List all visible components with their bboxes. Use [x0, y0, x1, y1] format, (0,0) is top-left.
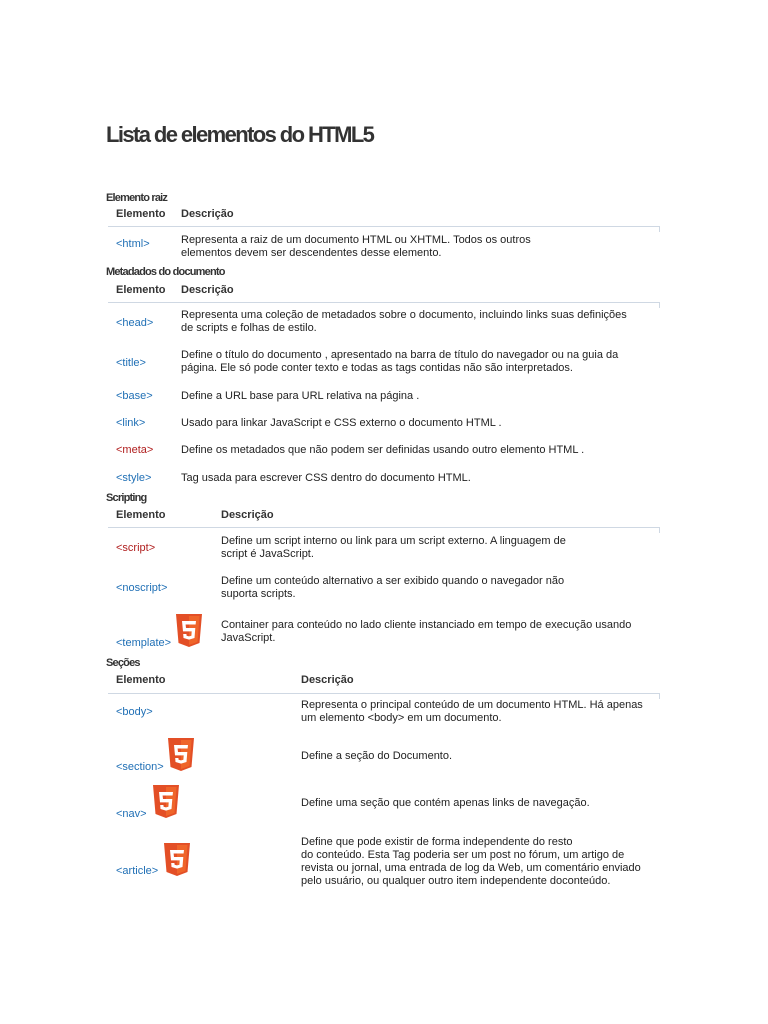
html5-badge-icon	[162, 843, 192, 876]
description-base: Define a URL base para URL relativa na página .	[181, 390, 420, 402]
element-link-title[interactable]: <title>	[116, 357, 146, 369]
header-divider	[108, 302, 660, 303]
element-link-body[interactable]: <body>	[116, 706, 153, 718]
element-link-nav[interactable]: <nav>	[116, 808, 147, 820]
column-header-element: Elemento	[116, 284, 166, 296]
column-header-description: Descrição	[181, 284, 234, 296]
description-section: Define a seção do Documento.	[301, 750, 453, 762]
element-link-style[interactable]: <style>	[116, 472, 152, 484]
column-header-element: Elemento	[116, 208, 166, 220]
description-noscript: Define um conteúdo alternativo a ser exibido quando o navegador não suporta scripts.	[221, 575, 565, 600]
element-link-base[interactable]: <base>	[116, 390, 153, 402]
column-header-element: Elemento	[116, 509, 166, 521]
element-link-meta[interactable]: <meta>	[116, 444, 154, 456]
description-script: Define um script interno ou link para um script externo. A linguagem de script é JavaScript.	[221, 535, 566, 560]
description-nav: Define uma seção que contém apenas links de navegação.	[301, 797, 590, 809]
description-title: Define o título do documento , apresentado na barra de título do navegador ou na guia da página. Ele só pode conter texto e todas as tags contidas não são interpretados.	[181, 349, 619, 374]
element-link-script[interactable]: <script>	[116, 542, 156, 554]
element-link-link[interactable]: <link>	[116, 417, 146, 429]
element-link-template[interactable]: <template>	[116, 637, 172, 649]
column-header-description: Descrição	[301, 674, 354, 686]
element-link-section[interactable]: <section>	[116, 761, 164, 773]
html5-badge-icon	[174, 614, 204, 647]
html5-badge-icon	[151, 785, 181, 818]
header-divider	[108, 693, 660, 694]
description-article: Define que pode existir de forma independente do resto do conteúdo. Esta Tag poderia ser um post no fórum, um artigo de revista ou jornal, uma entrada de log da Web, um comentário enviado pelo usuário, ou qualquer outro item independente doconteúdo.	[301, 836, 641, 887]
section-title-metadata: Metadados do documento	[106, 266, 225, 278]
description-html: Representa a raiz de um documento HTML ou XHTML. Todos os outros elementos devem ser descendentes desse elemento.	[181, 234, 531, 259]
section-title-sections: Seções	[106, 657, 140, 669]
column-header-description: Descrição	[221, 509, 274, 521]
header-divider	[108, 226, 660, 227]
element-link-html[interactable]: <html>	[116, 238, 150, 250]
html5-badge-icon	[166, 738, 196, 771]
description-style: Tag usada para escrever CSS dentro do documento HTML.	[181, 472, 471, 484]
description-body: Representa o principal conteúdo de um documento HTML. Há apenas um elemento <body> em um documento.	[301, 699, 643, 724]
description-head: Representa uma coleção de metadados sobre o documento, incluindo links suas definições de scripts e folhas de estilo.	[181, 309, 627, 334]
description-link: Usado para linkar JavaScript e CSS externo o documento HTML .	[181, 417, 502, 429]
header-divider	[108, 527, 660, 528]
column-header-description: Descrição	[181, 208, 234, 220]
element-link-article[interactable]: <article>	[116, 865, 159, 877]
element-link-head[interactable]: <head>	[116, 317, 154, 329]
column-header-element: Elemento	[116, 674, 166, 686]
page-title: Lista de elementos do HTML5	[106, 122, 374, 147]
description-meta: Define os metadados que não podem ser definidas usando outro elemento HTML .	[181, 444, 585, 456]
element-link-noscript[interactable]: <noscript>	[116, 582, 168, 594]
description-template: Container para conteúdo no lado cliente instanciado em tempo de execução usando JavaScript.	[221, 619, 632, 644]
section-title-scripting: Scripting	[106, 492, 147, 504]
section-title-root: Elemento raiz	[106, 192, 168, 204]
